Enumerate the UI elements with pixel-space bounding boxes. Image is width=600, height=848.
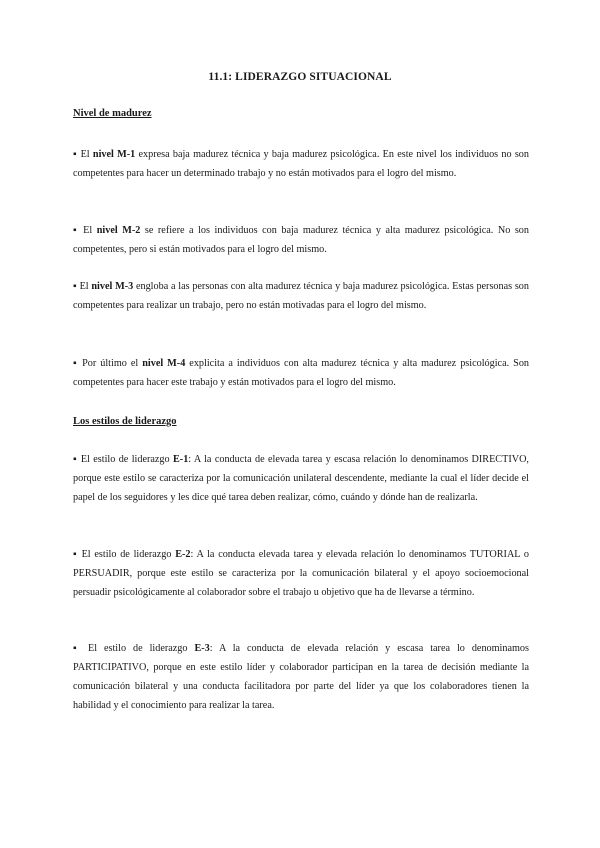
paragraph-term: nivel M-3	[91, 281, 134, 292]
paragraph-estilo-e1	[73, 450, 529, 507]
paragraph-term: E-2	[175, 549, 191, 560]
document-title: 11.1: LIDERAZGO SITUACIONAL	[208, 71, 392, 83]
paragraph-text: expresa baja madurez técnica y baja madurez psicológica. En este nivel los individuos no son competentes para hacer un determinado trabajo y no están motivados para el logro del mismo.	[73, 149, 529, 179]
paragraph-prefix: ▪ El estilo de liderazgo	[73, 549, 176, 560]
paragraph-prefix: ▪ El estilo de liderazgo	[73, 643, 195, 654]
paragraph-text: engloba a las personas con alta madurez técnica y baja madurez psicológica. Estas personas son competentes para realizar un trabajo, pero no están motivadas para el logro del mismo.	[73, 281, 529, 311]
paragraph-text: se refiere a los individuos con baja madurez técnica y alta madurez psicológica. No son competentes, pero si están motivados para el logro del mismo.	[73, 225, 529, 255]
paragraph-prefix: ▪ El	[73, 149, 93, 160]
paragraph-text: : A la conducta de elevada relación y escasa tarea lo denominamos PARTICIPATIVO, porque en este estilo líder y colaborador participan en la tarea de decisión mediante la comunicación bilateral y una conducta facilitadora por parte del líder ya que los colaboradores tienen la habilidad y el conocimiento para realizar la tarea.	[73, 643, 529, 711]
paragraph-prefix: ▪ El	[73, 281, 92, 292]
paragraph-text: explicita a individuos con alta madurez técnica y alta madurez psicológica. Son competentes para hacer este trabajo y están motivados para el logro del mismo.	[73, 358, 530, 388]
paragraph-term: nivel M-1	[92, 149, 136, 160]
section-heading-madurez: Nivel de madurez	[73, 108, 152, 119]
paragraph-term: nivel M-4	[142, 358, 186, 369]
paragraph-term: nivel M-2	[96, 225, 141, 236]
paragraph-term: E-3	[194, 643, 210, 654]
paragraph-text: : A la conducta elevada tarea y elevada relación lo denominamos TUTORIAL o PERSUADIR, porque este estilo se caracteriza por la comunicación bilateral y el apoyo socioemocional persuadir psicológicamente al colaborador sobre el trabajo u objetivo que ha de llevarse a término.	[73, 549, 529, 598]
paragraph-prefix: ▪ Por último el	[73, 358, 143, 369]
paragraph-nivel-m3	[73, 277, 529, 315]
paragraph-prefix: ▪ El estilo de liderazgo	[73, 454, 173, 465]
paragraph-estilo-e2	[73, 545, 529, 602]
paragraph-prefix: ▪ El	[73, 225, 97, 236]
paragraph-nivel-m4	[73, 354, 529, 392]
paragraph-nivel-m1	[73, 145, 529, 183]
paragraph-term: E-1	[173, 454, 189, 465]
section-heading-estilos: Los estilos de liderazgo	[73, 416, 177, 427]
paragraph-nivel-m2	[73, 221, 529, 259]
paragraph-text: : A la conducta de elevada tarea y escasa relación lo denominamos DIRECTIVO, porque este estilo se caracteriza por la comunicación unilateral descendente, mediante la cual el líder decide el papel de los seguidores y les dice qué tarea deben realizar, cómo, cuándo y dónde han de realizarla.	[73, 454, 529, 503]
paragraph-estilo-e3	[73, 639, 529, 715]
